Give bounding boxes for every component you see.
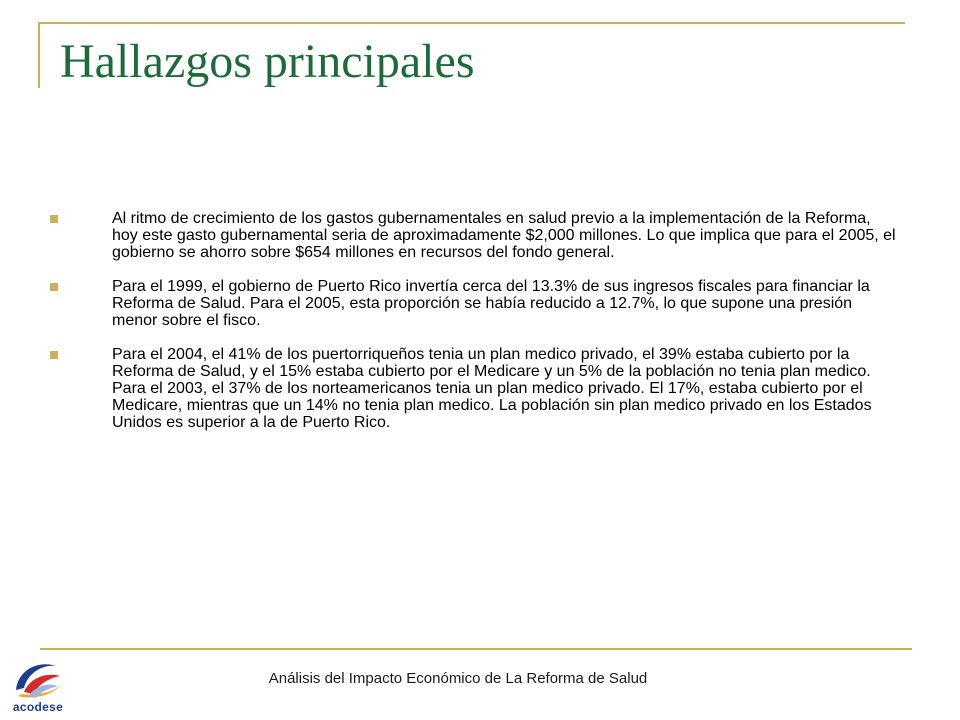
bullet-text: Al ritmo de crecimiento de los gastos gubernamentales en salud previo a la implementación de la Reforma, hoy este gasto gubernamental seria de aproximadamente $2,000 millones. Lo que implica que para el 2005, el gobierno se ahorro sobre $654 millones en recursos del fondo general. bbox=[112, 210, 896, 261]
acodese-logo bbox=[8, 656, 68, 718]
bullet-text: Para el 2004, el 41% de los puertorriqueños tenia un plan medico privado, el 39% estaba cubierto por la Reforma de Salud, y el 15% estaba cubierto por el Medicare y un 5% de la población no tenia plan medico. Para el 2003, el 37% de los norteamericanos tenia un plan medico privado. El 17%, estaba cubierto por el Medicare, mientras que un 14% no tenia plan medico. La población sin plan medico privado en los Estados Unidos es superior a la de Puerto Rico. bbox=[112, 346, 872, 431]
bullet-item bbox=[50, 210, 900, 261]
footer-rule bbox=[40, 648, 912, 650]
bullet-list bbox=[50, 210, 900, 448]
slide-footer: Análisis del Impacto Económico de La Reforma de Salud bbox=[268, 670, 648, 687]
acodese-logo-icon bbox=[8, 656, 68, 702]
bullet-text: Para el 1999, el gobierno de Puerto Rico invertía cerca del 13.3% de sus ingresos fiscales para financiar la Reforma de Salud. Para el 2005, esta proporción se había reducido a 12.7%, lo que supone una presión menor sobre el fisco. bbox=[112, 278, 870, 329]
bullet-item bbox=[50, 346, 900, 431]
bullet-item bbox=[50, 278, 900, 329]
logo-wordmark: acodese bbox=[12, 700, 64, 714]
square-bullet-icon bbox=[50, 351, 58, 359]
top-border-rule bbox=[38, 22, 905, 24]
square-bullet-icon bbox=[50, 283, 58, 291]
left-border-rule bbox=[38, 22, 40, 88]
square-bullet-icon bbox=[50, 215, 58, 223]
slide-title: Hallazgos principales bbox=[60, 35, 475, 88]
